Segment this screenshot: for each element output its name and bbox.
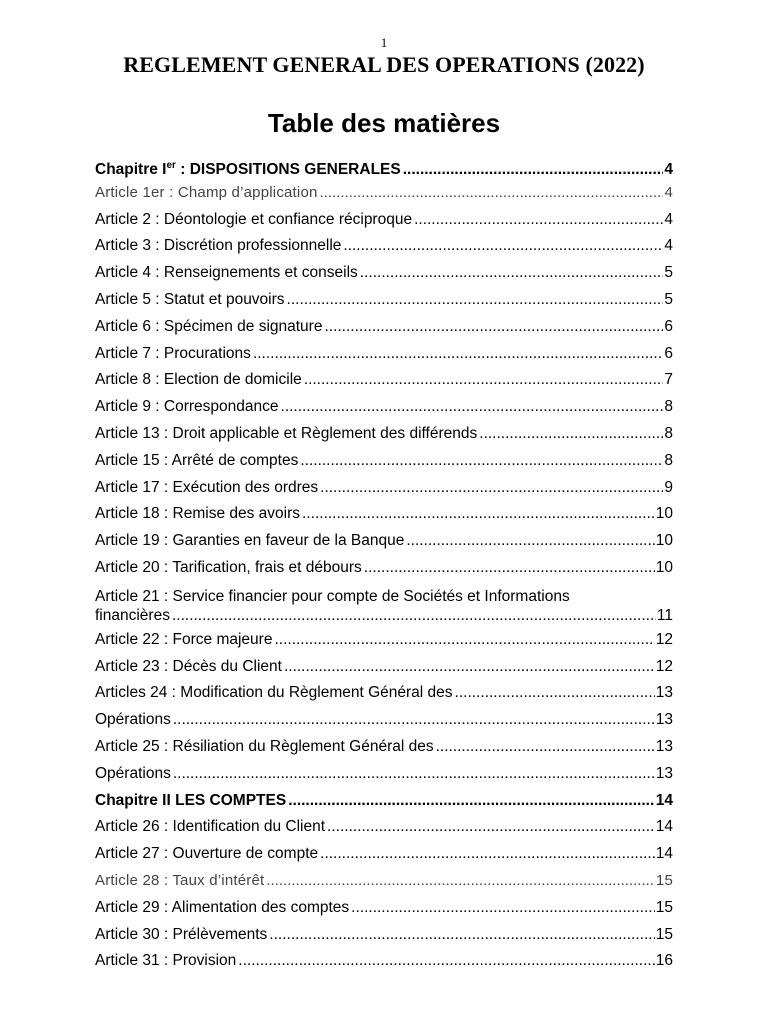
toc-entry[interactable] xyxy=(95,233,673,260)
dot-leader xyxy=(358,260,664,287)
entry-page-number: 4 xyxy=(664,210,673,228)
entry-label: Article 13 : Droit applicable et Règlement des différends xyxy=(95,424,478,442)
toc-entry[interactable] xyxy=(95,734,673,761)
entry-label-text-rest: : DISPOSITIONS GENERALES xyxy=(175,161,401,179)
dot-leader xyxy=(404,528,654,555)
entry-page-number: 6 xyxy=(664,344,673,362)
entry-page-number: 15 xyxy=(655,898,673,916)
entry-label-text: Chapitre I xyxy=(95,161,167,179)
dot-leader xyxy=(412,207,663,234)
toc-entry[interactable] xyxy=(95,627,673,654)
entry-page-number: 13 xyxy=(655,764,673,782)
toc-entry[interactable] xyxy=(95,680,673,707)
entry-label: Opérations xyxy=(95,711,171,729)
toc-entry[interactable] xyxy=(95,555,673,582)
entry-page-number: 8 xyxy=(664,424,673,442)
entry-label: Article 21 : Service financier pour compte de Sociétés et Informations xyxy=(95,587,570,605)
dot-leader xyxy=(279,394,664,421)
entry-page-number: 4 xyxy=(664,237,673,255)
entry-label: Article 19 : Garanties en faveur de la Banque xyxy=(95,532,405,550)
entry-label: Article 25 : Résiliation du Règlement Général des xyxy=(95,737,434,755)
toc-entry[interactable] xyxy=(95,895,673,922)
toc-entry[interactable] xyxy=(95,260,673,287)
dot-leader xyxy=(349,895,655,922)
entry-label: Article 27 : Ouverture de compte xyxy=(95,845,319,863)
dot-leader xyxy=(272,627,654,654)
toc-entry[interactable] xyxy=(95,448,673,475)
toc-entry[interactable] xyxy=(95,868,673,895)
dot-leader xyxy=(325,814,655,841)
entry-label: Article 22 : Force majeure xyxy=(95,630,273,648)
entry-page-number: 14 xyxy=(655,845,673,863)
entry-page-number: 12 xyxy=(655,657,673,675)
entry-label: Article 7 : Procurations xyxy=(95,344,251,362)
dot-leader xyxy=(341,233,663,260)
dot-leader xyxy=(401,157,664,180)
entry-page-number: 8 xyxy=(664,398,673,416)
entry-label: Article 26 : Identification du Client xyxy=(95,818,326,836)
toc-heading: Table des matières xyxy=(267,108,501,138)
entry-label: Article 5 : Statut et pouvoirs xyxy=(95,290,285,308)
entry-label: Article 3 : Discrétion professionnelle xyxy=(95,237,342,255)
toc-entry[interactable] xyxy=(95,582,673,627)
entry-page-number: 5 xyxy=(664,264,673,282)
toc-entry[interactable] xyxy=(95,475,673,502)
dot-leader xyxy=(236,948,654,975)
dot-leader xyxy=(302,367,664,394)
toc-chapter-entry[interactable] xyxy=(95,788,673,815)
entry-label xyxy=(95,153,401,180)
toc-entry[interactable] xyxy=(95,207,673,234)
entry-page-number: 10 xyxy=(655,505,673,523)
entry-page-number: 9 xyxy=(664,478,673,496)
entry-page-number: 10 xyxy=(655,532,673,550)
entry-page-number: 5 xyxy=(664,290,673,308)
entry-label: Articles 24 : Modification du Règlement Général des xyxy=(95,684,453,702)
dot-leader xyxy=(318,180,664,207)
toc-entry[interactable] xyxy=(95,180,673,207)
entry-page-number: 13 xyxy=(655,684,673,702)
entry-page-number: 8 xyxy=(664,451,673,469)
toc-entry[interactable] xyxy=(95,341,673,368)
dot-leader xyxy=(434,734,655,761)
entry-line xyxy=(95,605,673,627)
entry-label: Opérations xyxy=(95,764,171,782)
entry-label: Article 30 : Prélèvements xyxy=(95,925,268,943)
toc-entry[interactable] xyxy=(95,707,673,734)
dot-leader xyxy=(285,287,664,314)
dot-leader xyxy=(286,788,655,815)
toc-entry[interactable] xyxy=(95,314,673,341)
dot-leader xyxy=(477,421,663,448)
dot-leader xyxy=(264,868,655,895)
entry-label-superscript: er xyxy=(166,160,176,171)
page-number: 1 xyxy=(380,35,388,50)
toc-chapter-entry[interactable] xyxy=(95,153,673,180)
dot-leader xyxy=(171,761,655,788)
toc-entry[interactable] xyxy=(95,814,673,841)
entry-page-number: 14 xyxy=(655,818,673,836)
toc-entry[interactable] xyxy=(95,287,673,314)
dot-leader xyxy=(282,654,655,681)
toc-entry[interactable] xyxy=(95,761,673,788)
entry-label: Article 15 : Arrêté de comptes xyxy=(95,451,299,469)
table-of-contents xyxy=(95,153,673,975)
entry-label: Article 9 : Correspondance xyxy=(95,398,279,416)
entry-label: Article 20 : Tarification, frais et débours xyxy=(95,558,362,576)
entry-label: Article 6 : Spécimen de signature xyxy=(95,317,323,335)
dot-leader xyxy=(170,605,656,627)
entry-label: Article 23 : Décès du Client xyxy=(95,657,282,675)
entry-label: Article 4 : Renseignements et conseils xyxy=(95,264,358,282)
dot-leader xyxy=(318,475,663,502)
dot-leader xyxy=(362,555,655,582)
entry-label: Article 8 : Election de domicile xyxy=(95,371,302,389)
toc-entry[interactable] xyxy=(95,501,673,528)
entry-label: Article 17 : Exécution des ordres xyxy=(95,478,319,496)
entry-page-number: 4 xyxy=(664,183,673,201)
entry-page-number: 7 xyxy=(664,371,673,389)
toc-entry[interactable] xyxy=(95,528,673,555)
dot-leader xyxy=(267,922,654,949)
entry-page-number: 6 xyxy=(664,317,673,335)
toc-entry[interactable] xyxy=(95,922,673,949)
toc-entry[interactable] xyxy=(95,394,673,421)
dot-leader xyxy=(298,448,663,475)
entry-label: Article 18 : Remise des avoirs xyxy=(95,505,301,523)
entry-page-number: 13 xyxy=(655,711,673,729)
dot-leader xyxy=(318,841,655,868)
entry-label: Article 29 : Alimentation des comptes xyxy=(95,898,350,916)
dot-leader xyxy=(300,501,655,528)
entry-label: Article 1er : Champ d’application xyxy=(95,183,318,201)
dot-leader xyxy=(453,680,655,707)
document-title: REGLEMENT GENERAL DES OPERATIONS (2022) xyxy=(123,52,645,77)
toc-entry[interactable] xyxy=(95,948,673,975)
entry-page-number: 16 xyxy=(655,952,673,970)
entry-page-number: 4 xyxy=(664,161,673,179)
entry-page-number: 15 xyxy=(655,871,673,889)
toc-entry[interactable] xyxy=(95,367,673,394)
entry-label: Chapitre II LES COMPTES xyxy=(95,791,287,809)
dot-leader xyxy=(322,314,663,341)
entry-page-number: 14 xyxy=(655,791,673,809)
dot-leader xyxy=(171,707,655,734)
entry-page-number: 10 xyxy=(655,558,673,576)
entry-label: Article 2 : Déontologie et confiance réciproque xyxy=(95,210,413,228)
entry-page-number: 12 xyxy=(655,630,673,648)
toc-entry[interactable] xyxy=(95,421,673,448)
entry-label: Article 31 : Provision xyxy=(95,952,237,970)
entry-page-number: 11 xyxy=(656,606,673,624)
toc-entry[interactable] xyxy=(95,841,673,868)
entry-page-number: 15 xyxy=(655,925,673,943)
entry-label: Article 28 : Taux d’intérêt xyxy=(95,871,265,889)
dot-leader xyxy=(251,341,663,368)
toc-entry[interactable] xyxy=(95,654,673,681)
entry-label-continued: financières xyxy=(95,606,170,624)
entry-page-number: 13 xyxy=(655,737,673,755)
